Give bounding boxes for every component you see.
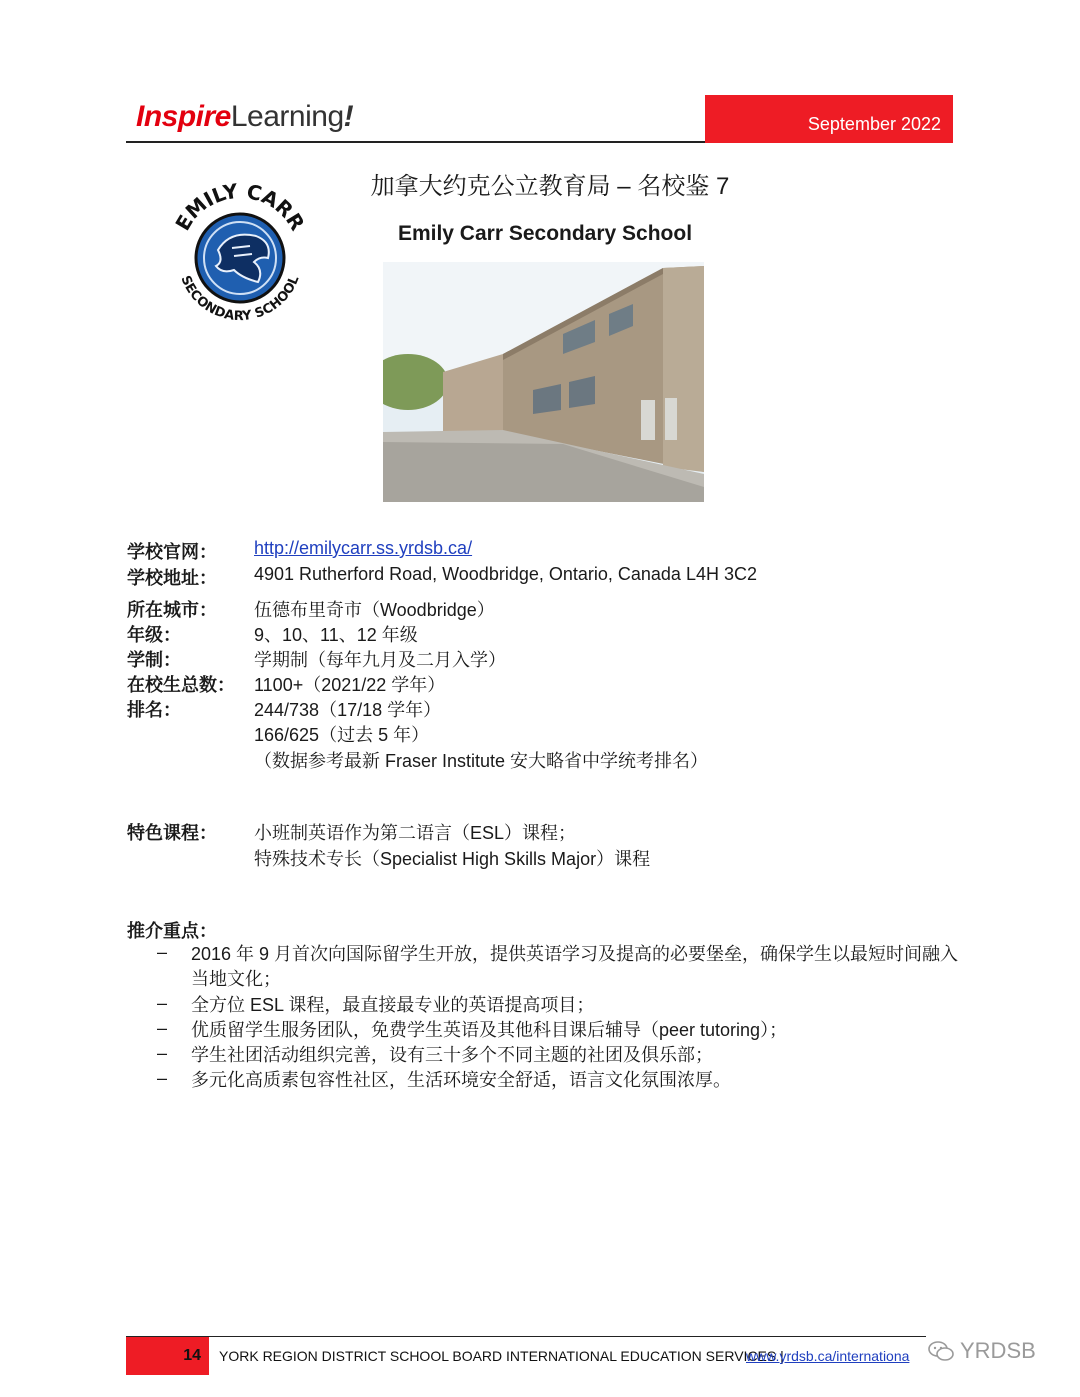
grades-value: 9、10、11、12 年级 xyxy=(254,625,418,645)
page-title: 加拿大约克公立教育局 – 名校鉴 7 xyxy=(370,173,730,200)
address-label: 学校地址： xyxy=(127,568,217,588)
highlights-label: 推介重点： xyxy=(127,921,217,941)
grades-label: 年级： xyxy=(127,625,181,645)
school-name-heading: Emily Carr Secondary School xyxy=(397,222,693,245)
ranking-value-2: 166/625（过去 5 年） xyxy=(254,725,430,745)
footer-website-link[interactable]: www.yrdsb.ca/internationa xyxy=(746,1348,910,1364)
website-link[interactable]: http://emilycarr.ss.yrdsb.ca/ xyxy=(254,538,473,558)
highlight-item: 学生社团活动组织完善，设有三十多个不同主题的社团及俱乐部； xyxy=(191,1045,713,1065)
page-number: 14 xyxy=(183,1347,201,1364)
logo-text-top: EMILY CARR xyxy=(170,178,310,235)
highlight-item: 2016 年 9 月首次向国际留学生开放，提供英语学习及提高的必要堡垒，确保学生以最短时间融入当地文化； xyxy=(191,944,959,989)
date-banner xyxy=(705,95,953,143)
brand-part-inspire: Inspire xyxy=(136,100,231,133)
school-logo-icon xyxy=(160,178,320,328)
highlight-item: 多元化高质素包容性社区，生活环境安全舒适，语言文化氛围浓厚。 xyxy=(191,1070,731,1090)
ranking-value-1: 244/738（17/18 学年） xyxy=(254,700,442,720)
programs-label: 特色课程： xyxy=(127,823,217,843)
footer-org-text: YORK REGION DISTRICT SCHOOL BOARD INTERNATIONAL EDUCATION SERVICES | xyxy=(219,1348,784,1364)
program-item: 特殊技术专长（Specialist High Skills Major）课程 xyxy=(254,849,651,869)
bullet-dash-icon: – xyxy=(157,1068,168,1088)
brand-logo xyxy=(136,100,353,134)
highlight-item: 全方位 ESL 课程，最直接最专业的英语提高项目； xyxy=(191,995,595,1015)
website-label: 学校官网： xyxy=(127,542,217,562)
wechat-icon xyxy=(928,1340,954,1362)
city-label: 所在城市： xyxy=(127,600,217,620)
issue-date: September 2022 xyxy=(807,114,941,134)
header-divider xyxy=(126,141,706,143)
ranking-note: （数据参考最新 Fraser Institute 安大略省中学统考排名） xyxy=(254,751,709,771)
system-label: 学制： xyxy=(127,650,181,670)
page-number-box xyxy=(126,1337,209,1375)
footer-divider xyxy=(126,1336,926,1337)
bullet-dash-icon: – xyxy=(157,942,168,962)
ranking-label: 排名： xyxy=(127,700,181,720)
highlight-item: 优质留学生服务团队，免费学生英语及其他科目课后辅导（peer tutoring）； xyxy=(191,1020,788,1040)
watermark xyxy=(928,1338,1036,1364)
school-photo xyxy=(383,262,704,502)
bullet-dash-icon: – xyxy=(157,1018,168,1038)
brand-part-learning: Learning xyxy=(230,100,344,133)
program-item: 小班制英语作为第二语言（ESL）课程； xyxy=(254,823,577,843)
logo-text-bottom: SECONDARY SCHOOL xyxy=(177,273,303,325)
system-value: 学期制（每年九月及二月入学） xyxy=(254,650,506,670)
enrollment-label: 在校生总数： xyxy=(127,675,235,695)
bullet-dash-icon: – xyxy=(157,1043,168,1063)
bullet-dash-icon: – xyxy=(157,993,168,1013)
brand-part-exclaim: ! xyxy=(343,100,354,133)
address-value: 4901 Rutherford Road, Woodbridge, Ontario, Canada L4H 3C2 xyxy=(254,564,757,584)
watermark-text: YRDSB xyxy=(960,1338,1036,1363)
enrollment-value: 1100+（2021/22 学年） xyxy=(254,675,446,695)
city-value: 伍德布里奇市（Woodbridge） xyxy=(254,600,495,620)
